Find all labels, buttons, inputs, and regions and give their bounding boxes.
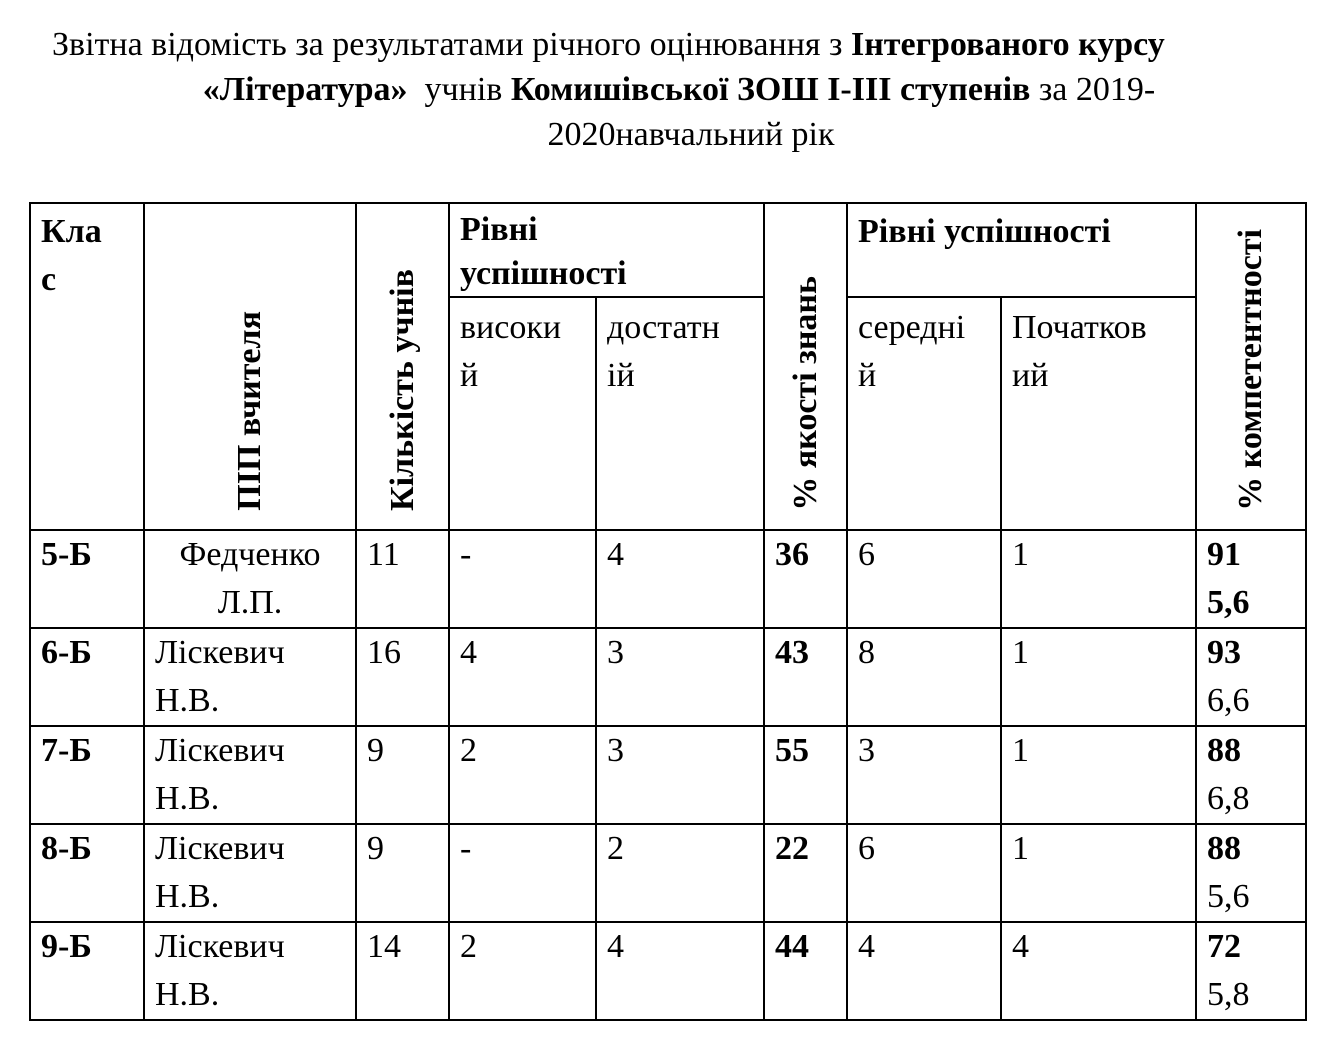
cell-count: 14: [356, 922, 449, 1020]
cell-count: 9: [356, 726, 449, 824]
results-table: [29, 202, 1307, 1021]
cell-quality: 55: [764, 726, 847, 824]
cell-competence: [1196, 628, 1306, 726]
cell-medium: 8: [847, 628, 1001, 726]
title-course-name: Інтегрованого курсу: [850, 26, 1165, 63]
competence-main: 88: [1207, 732, 1241, 769]
cell-competence: [1196, 824, 1306, 922]
title-line-1: [0, 22, 1334, 67]
cell-sufficient: 3: [596, 628, 764, 726]
cell-quality: 22: [764, 824, 847, 922]
cell-initial: 1: [1001, 628, 1196, 726]
cell-sufficient: 2: [596, 824, 764, 922]
cell-medium: 3: [847, 726, 1001, 824]
cell-class: 9-Б: [30, 922, 144, 1020]
cell-count: 11: [356, 530, 449, 628]
cell-sufficient: 3: [596, 726, 764, 824]
competence-main: 93: [1207, 634, 1241, 671]
cell-sufficient: 4: [596, 922, 764, 1020]
cell-teacher: Лiскевич Н.В.: [144, 628, 356, 726]
title-line-2-mid: учнів: [407, 71, 511, 108]
title-school-name: Комишівської ЗОШ І-ІІІ ступенів: [510, 71, 1031, 108]
cell-medium: 6: [847, 824, 1001, 922]
header-sufficient: достатн ій: [596, 297, 764, 530]
cell-high: 2: [449, 922, 596, 1020]
competence-sub: 6,8: [1207, 780, 1250, 817]
header-student-count-text: Кількість учнів: [383, 268, 421, 511]
cell-high: 2: [449, 726, 596, 824]
header-row-1: [30, 203, 1306, 297]
cell-teacher: Лiскевич Н.В.: [144, 824, 356, 922]
cell-quality: 44: [764, 922, 847, 1020]
header-levels-left: Рівні успішності: [449, 203, 764, 297]
cell-sufficient: 4: [596, 530, 764, 628]
title-line-3: 2020навчальний рік: [547, 116, 835, 153]
table-row: [30, 530, 1306, 628]
cell-quality: 36: [764, 530, 847, 628]
competence-main: 88: [1207, 830, 1241, 867]
cell-high: -: [449, 530, 596, 628]
cell-competence: [1196, 530, 1306, 628]
header-medium: середні й: [847, 297, 1001, 530]
competence-main: 72: [1207, 928, 1241, 965]
cell-initial: 1: [1001, 824, 1196, 922]
cell-teacher: Федченко Л.П.: [144, 530, 356, 628]
header-initial: Початков ий: [1001, 297, 1196, 530]
cell-class: 5-Б: [30, 530, 144, 628]
header-competence: [1196, 203, 1306, 530]
cell-teacher: Лiскевич Н.В.: [144, 726, 356, 824]
cell-class: 8-Б: [30, 824, 144, 922]
header-quality: [764, 203, 847, 530]
header-teacher: [144, 203, 356, 530]
report-title: [0, 22, 1334, 157]
cell-class: 6-Б: [30, 628, 144, 726]
table-row: [30, 726, 1306, 824]
header-levels-right: Рівні успішності: [847, 203, 1196, 297]
title-line-2-suffix: за 2019-: [1030, 71, 1156, 108]
competence-sub: 5,6: [1207, 878, 1250, 915]
table-row: [30, 824, 1306, 922]
header-student-count: [356, 203, 449, 530]
cell-class: 7-Б: [30, 726, 144, 824]
header-high: високи й: [449, 297, 596, 530]
cell-competence: [1196, 726, 1306, 824]
header-class: Кла с: [30, 203, 144, 530]
cell-count: 16: [356, 628, 449, 726]
cell-high: -: [449, 824, 596, 922]
title-line-1-text: Звітна відомість за результатами річного оцінювання з: [52, 26, 851, 63]
cell-count: 9: [356, 824, 449, 922]
cell-competence: [1196, 922, 1306, 1020]
competence-sub: 5,8: [1207, 976, 1250, 1013]
cell-medium: 4: [847, 922, 1001, 1020]
cell-initial: 4: [1001, 922, 1196, 1020]
cell-quality: 43: [764, 628, 847, 726]
header-quality-text: % якості знань: [786, 276, 824, 511]
title-line-2: [0, 67, 1334, 112]
header-teacher-text: ПІП вчителя: [231, 311, 268, 511]
title-subject: «Література»: [202, 71, 408, 108]
cell-initial: 1: [1001, 726, 1196, 824]
header-competence-text: % компетентності: [1232, 229, 1269, 511]
competence-sub: 5,6: [1207, 584, 1250, 621]
cell-high: 4: [449, 628, 596, 726]
table-row: [30, 628, 1306, 726]
cell-medium: 6: [847, 530, 1001, 628]
cell-initial: 1: [1001, 530, 1196, 628]
table-row: [30, 922, 1306, 1020]
competence-sub: 6,6: [1207, 682, 1250, 719]
cell-teacher: Лiскевич Н.В.: [144, 922, 356, 1020]
competence-main: 91: [1207, 536, 1241, 573]
